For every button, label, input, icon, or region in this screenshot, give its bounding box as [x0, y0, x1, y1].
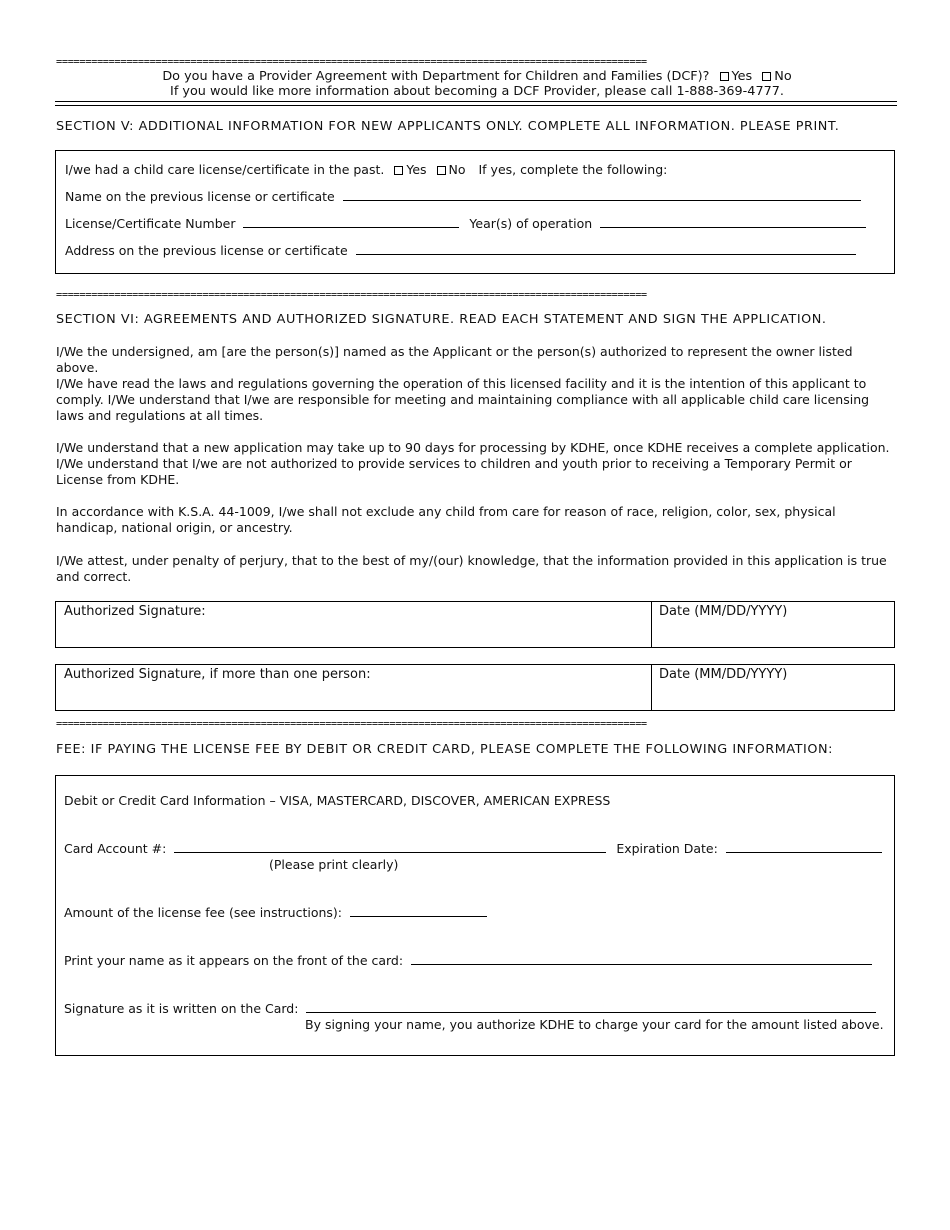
- card-account-row: [64, 841, 882, 856]
- years-operation-field[interactable]: [600, 216, 866, 228]
- fee-heading: FEE: IF PAYING THE LICENSE FEE BY DEBIT OR CREDIT CARD, PLEASE COMPLETE THE FOLLOWING INFORMATION:: [56, 742, 833, 757]
- dcf-info: If you would like more information about becoming a DCF Provider, please call 1-888-369-4777.: [170, 84, 784, 99]
- authorized-signature-label: Authorized Signature:: [64, 604, 206, 619]
- dcf-question: Do you have a Provider Agreement with Department for Children and Families (DCF)?: [162, 69, 710, 84]
- years-operation-label: Year(s) of operation: [469, 216, 593, 231]
- second-signature-date-label: Date (MM/DD/YYYY): [659, 667, 788, 682]
- previous-license-followup: If yes, complete the following:: [478, 162, 668, 177]
- separator-line: =====================================================================================================: [56, 56, 647, 68]
- license-fee-field[interactable]: [350, 905, 487, 917]
- separator-line: =====================================================================================================: [56, 289, 647, 301]
- card-signature-row: [64, 1001, 876, 1016]
- license-number-row: [65, 216, 866, 231]
- signature-box-1: [55, 601, 895, 648]
- license-fee-label: Amount of the license fee (see instructions):: [64, 905, 342, 920]
- previous-name-row: [65, 189, 861, 204]
- double-rule: [55, 101, 897, 106]
- agreement-paragraph-1: I/We the undersigned, am [are the person(s)] named as the Applicant or the person(s) authorized to represent the owner listed above.: [56, 344, 853, 375]
- agreement-paragraph-3: I/We understand that a new application may take up to 90 days for processing by KDHE, once KDHE receives a complete application. I/We understand that I/we are not authorized to provide services to children and youth prior to receiving a Temporary Permit or License from KDHE.: [56, 440, 890, 487]
- signature-date-label: Date (MM/DD/YYYY): [659, 604, 788, 619]
- card-signature-label: Signature as it is written on the Card:: [64, 1001, 299, 1016]
- print-clearly-note: (Please print clearly): [269, 857, 399, 872]
- previous-license-question-line: [65, 162, 667, 177]
- separator-line: =====================================================================================================: [56, 718, 647, 730]
- previous-address-row: [65, 243, 856, 258]
- card-info-text: Debit or Credit Card Information – VISA, MASTERCARD, DISCOVER, AMERICAN EXPRESS: [64, 793, 611, 808]
- previous-address-label: Address on the previous license or certificate: [65, 243, 348, 258]
- card-account-field[interactable]: [174, 841, 606, 853]
- section5-heading: SECTION V: ADDITIONAL INFORMATION FOR NEW APPLICANTS ONLY. COMPLETE ALL INFORMATION. PLEASE PRINT.: [56, 119, 840, 134]
- signature-box-2: [55, 664, 895, 711]
- expiration-date-label: Expiration Date:: [616, 841, 718, 856]
- previous-license-question: I/we had a child care license/certificate in the past.: [65, 162, 385, 177]
- expiration-date-field[interactable]: [726, 841, 882, 853]
- authorize-note: By signing your name, you authorize KDHE to charge your card for the amount listed above.: [305, 1017, 884, 1032]
- signature-date-field[interactable]: [652, 602, 894, 647]
- dcf-no-checkbox[interactable]: [762, 72, 771, 81]
- previous-license-no-checkbox[interactable]: [437, 166, 446, 175]
- previous-name-field[interactable]: [343, 189, 861, 201]
- agreement-paragraph-4: In accordance with K.S.A. 44-1009, I/we shall not exclude any child from care for reason of race, religion, color, sex, physical handicap, national origin, or ancestry.: [56, 504, 836, 535]
- second-signature-field[interactable]: [56, 665, 651, 710]
- previous-license-no-label: No: [448, 162, 466, 177]
- card-payment-box: [55, 775, 895, 1056]
- second-signature-date-field[interactable]: [652, 665, 894, 710]
- previous-name-label: Name on the previous license or certificate: [65, 189, 335, 204]
- dcf-question-line: [56, 69, 898, 84]
- previous-license-box: [55, 150, 895, 274]
- previous-address-field[interactable]: [356, 243, 856, 255]
- dcf-no-label: No: [774, 69, 792, 84]
- cardholder-name-field[interactable]: [411, 953, 872, 965]
- agreement-paragraph-2: I/We have read the laws and regulations governing the operation of this licensed facility and it is the intention of this applicant to comply. I/We understand that I/we are responsible for meeting and maintaining compliance with all applicable child care licensing laws and regulations at all times.: [56, 376, 870, 423]
- section6-heading: SECTION VI: AGREEMENTS AND AUTHORIZED SIGNATURE. READ EACH STATEMENT AND SIGN THE APPLICATION.: [56, 312, 827, 327]
- card-signature-field[interactable]: [306, 1001, 876, 1013]
- cardholder-name-row: [64, 953, 872, 968]
- license-fee-row: [64, 905, 487, 920]
- dcf-yes-checkbox[interactable]: [720, 72, 729, 81]
- card-account-label: Card Account #:: [64, 841, 167, 856]
- dcf-yes-label: Yes: [731, 69, 753, 84]
- authorized-signature-field[interactable]: [56, 602, 651, 647]
- second-signature-label: Authorized Signature, if more than one person:: [64, 667, 371, 682]
- license-number-field[interactable]: [243, 216, 459, 228]
- cardholder-name-label: Print your name as it appears on the front of the card:: [64, 953, 404, 968]
- previous-license-yes-checkbox[interactable]: [394, 166, 403, 175]
- previous-license-yes-label: Yes: [406, 162, 427, 177]
- agreement-paragraph-5: I/We attest, under penalty of perjury, that to the best of my/(our) knowledge, that the information provided in this application is true and correct.: [56, 553, 887, 584]
- license-number-label: License/Certificate Number: [65, 216, 236, 231]
